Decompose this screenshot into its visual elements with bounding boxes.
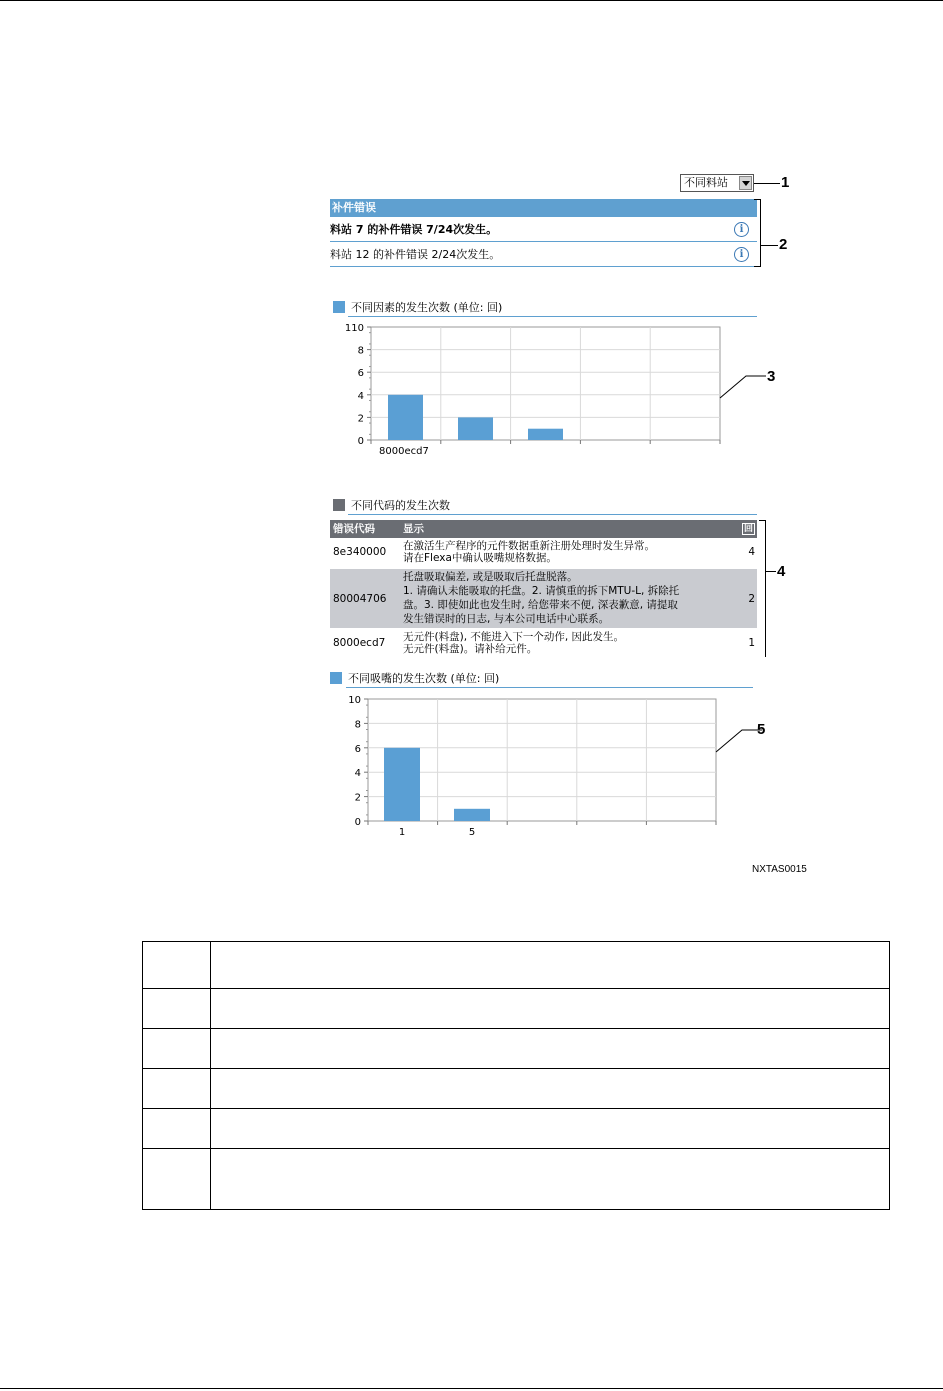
info-icon[interactable]: i <box>734 222 749 237</box>
row-count: 4 <box>748 546 755 558</box>
bar <box>388 395 423 440</box>
table-header <box>330 520 757 538</box>
error-panel-header: 补件错误 <box>330 199 757 217</box>
callout-4: 4 <box>777 563 786 580</box>
table-cell <box>211 1029 890 1069</box>
table-row <box>143 1069 890 1109</box>
table-row[interactable] <box>330 629 757 658</box>
row-desc-line: 1. 请确认未能吸取的托盘。2. 请慎重的拆下MTU-L, 拆除托 <box>403 585 680 597</box>
callout-bracket-2-top <box>754 199 761 200</box>
row-code: 8e340000 <box>333 546 387 558</box>
row-desc <box>403 631 739 655</box>
code-section-rule <box>348 514 757 515</box>
x-tick-label: 5 <box>468 827 476 838</box>
table-cell <box>211 1149 890 1210</box>
chart2-bar-chart <box>330 690 760 840</box>
chart2-title <box>330 672 499 686</box>
code-section-title-text: 不同代码的发生次数 <box>351 499 450 512</box>
station-select-value: 不同料站 <box>684 176 728 189</box>
callout-leader-4 <box>766 571 776 572</box>
table-cell <box>211 989 890 1029</box>
y-tick-label: 2 <box>354 792 361 804</box>
chart2-title-marker <box>330 672 342 684</box>
row-desc-line: 请在Flexa中确认吸嘴规格数据。 <box>403 552 557 564</box>
chart2-title-text: 不同吸嘴的发生次数 (单位: 回) <box>348 672 500 685</box>
y-tick-label: 4 <box>357 390 364 402</box>
legend-table <box>142 941 890 1210</box>
chart1-bar-chart <box>330 318 760 463</box>
col-header-count: 回 <box>743 524 753 534</box>
bottom-rule <box>0 1388 943 1389</box>
callout-leader-1 <box>754 183 780 184</box>
table-cell <box>143 1109 211 1149</box>
row-desc <box>403 540 739 564</box>
error-code-table <box>330 520 757 658</box>
chart1-title <box>333 301 502 315</box>
info-icon[interactable]: i <box>734 247 749 262</box>
table-cell <box>143 989 211 1029</box>
chart1-title-marker <box>333 301 345 313</box>
bar <box>528 429 563 440</box>
table-cell <box>143 1029 211 1069</box>
y-tick-label: 8 <box>357 345 364 357</box>
row-count: 2 <box>748 593 755 605</box>
chart1-title-text: 不同因素的发生次数 (单位: 回) <box>351 301 503 314</box>
y-tick-label: 4 <box>354 768 361 780</box>
table-cell <box>143 1149 211 1210</box>
table-cell <box>143 1069 211 1109</box>
y-tick-label: 0 <box>354 817 361 828</box>
top-rule <box>0 0 943 1</box>
row-code: 8000ecd7 <box>333 637 386 649</box>
chart2-title-rule <box>346 687 753 688</box>
row-desc-line: 发生错误时的日志, 与本公司电话中心联系。 <box>403 613 610 625</box>
callout-bracket-2-bottom <box>754 266 761 267</box>
callout-1: 1 <box>781 174 790 191</box>
chart1-title-rule <box>348 316 757 317</box>
code-section-title <box>333 499 450 513</box>
col-header-display: 显示 <box>403 523 424 535</box>
table-cell <box>211 1069 890 1109</box>
table-row[interactable] <box>330 538 757 569</box>
callout-bracket-4-top <box>759 520 766 521</box>
y-tick-label: 110 <box>344 323 364 334</box>
y-tick-label: 6 <box>357 368 364 380</box>
row-code: 80004706 <box>333 593 387 605</box>
station-select[interactable] <box>680 174 754 192</box>
table-row <box>143 1109 890 1149</box>
table-row <box>143 1029 890 1069</box>
x-tick-label: 1 <box>398 827 406 838</box>
error-row <box>330 218 757 242</box>
y-tick-label: 10 <box>348 695 361 706</box>
plot-frame <box>371 327 720 440</box>
callout-5: 5 <box>757 721 766 738</box>
y-tick-label: 2 <box>357 413 364 425</box>
row-count: 1 <box>748 637 755 649</box>
plot-frame <box>368 699 716 821</box>
callout-2: 2 <box>779 236 788 253</box>
y-tick-label: 0 <box>357 436 364 447</box>
callout-bracket-4 <box>765 520 766 657</box>
table-cell <box>211 942 890 989</box>
table-row <box>143 942 890 989</box>
row-desc <box>403 570 739 626</box>
error-row-text: 料站 7 的补件错误 7/24次发生。 <box>330 223 498 236</box>
error-row-text: 料站 12 的补件错误 2/24次发生。 <box>330 248 501 261</box>
table-cell <box>211 1109 890 1149</box>
callout-bracket-2 <box>760 199 761 267</box>
bar <box>458 417 493 440</box>
code-section-marker <box>333 499 345 511</box>
bar <box>384 748 420 821</box>
y-tick-label: 8 <box>354 719 361 731</box>
table-row <box>143 989 890 1029</box>
col-header-code: 错误代码 <box>333 523 375 535</box>
error-row <box>330 243 757 267</box>
row-desc-line: 盘。3. 即使如此也发生时, 给您带来不便, 深表歉意, 请提取 <box>403 599 678 611</box>
row-desc-line: 托盘吸取偏差, 或是吸取后托盘脱落。 <box>403 571 578 583</box>
callout-3: 3 <box>767 368 776 385</box>
x-tick-label: 8000ecd7 <box>379 446 429 457</box>
row-desc-line: 无元件(料盘)。请补给元件。 <box>403 643 538 655</box>
row-desc-line: 在激活生产程序的元件数据重新注册处理时发生异常。 <box>403 540 655 552</box>
table-cell <box>143 942 211 989</box>
callout-leader-2 <box>761 245 778 246</box>
row-desc-line: 无元件(料盘), 不能进入下一个动作, 因此发生。 <box>403 631 625 643</box>
y-tick-label: 6 <box>354 743 361 755</box>
chevron-down-icon[interactable] <box>739 176 752 190</box>
table-row <box>143 1149 890 1210</box>
table-row[interactable] <box>330 569 757 629</box>
bar <box>454 809 490 821</box>
callout-leader-3 <box>718 370 768 400</box>
figure-id: NXTAS0015 <box>752 864 807 875</box>
